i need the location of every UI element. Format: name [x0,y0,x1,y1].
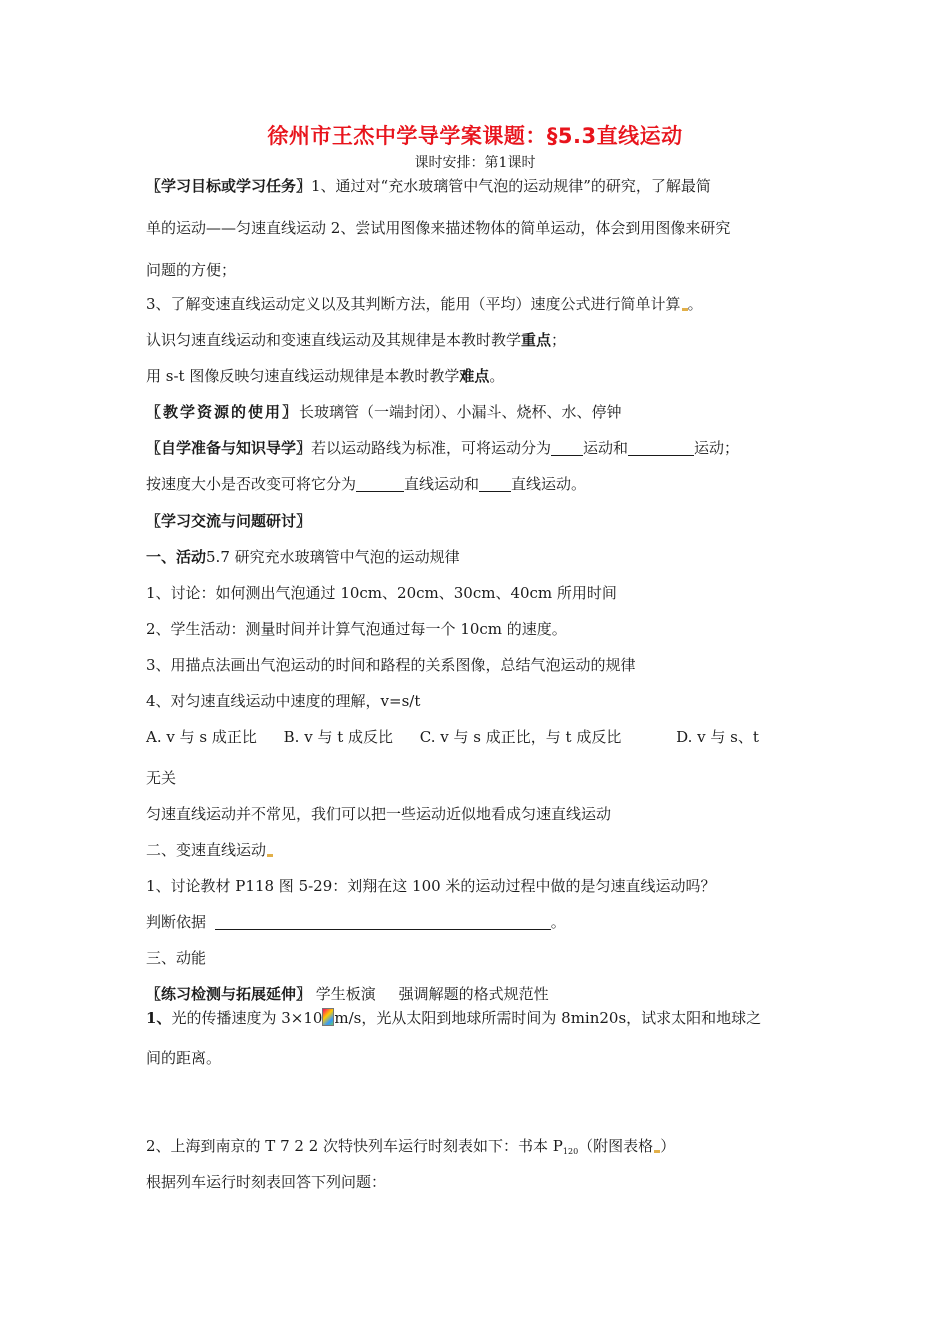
objectives-line-2: 单的运动——匀速直线运动 2、尝试用图像来描述物体的简单运动，体会到用图像来研究 [146,219,731,237]
activity-label: 一、活动 [146,548,207,566]
selfstudy-line-1 [146,438,739,458]
problem-1-number: 1、 [146,1009,172,1027]
option-c: C. v 与 s 成正比，与 t 成反比 [419,728,622,746]
question-3: 3、用描点法画出气泡运动的时间和路程的关系图像，总结气泡运动的规律 [146,656,636,674]
resources-text: 长玻璃管（一端封闭）、小漏斗、烧杯、水、停钟 [299,403,622,421]
question-4: 4、对匀速直线运动中速度的理解，v=s/t [146,692,421,710]
selfstudy-text-4: 按速度大小是否改变可将它分为 [146,475,357,493]
problem-1-line-1 [146,1008,761,1028]
blank-1[interactable] [551,441,583,456]
question-2: 2、学生活动：测量时间并计算气泡通过每一个 10cm 的速度。 [146,620,567,638]
options-line [146,727,759,747]
objectives-text-4-end: 。 [687,295,703,313]
resources-heading: 〖教学资源的使用〗 [146,403,300,421]
problem-2-text-a: 2、上海到南京的 T 7 2 2 次特快列车运行时刻表如下：书本 P [146,1137,563,1155]
blank-3[interactable] [356,477,404,492]
page-title: 徐州市王杰中学导学案课题：§5.3直线运动 [267,124,683,148]
judgement-end: 。 [550,913,566,931]
blank-2[interactable] [628,441,694,456]
exchange-heading: 〖学习交流与问题研讨〗 [146,512,312,530]
section-variable-motion [146,840,273,860]
selfstudy-text-5: 直线运动和 [404,475,480,493]
problem-2-line [146,1136,675,1162]
selfstudy-line-2 [146,474,586,494]
blank-4[interactable] [479,477,511,492]
difficult-point-end: 。 [489,367,505,385]
problem-2-text-b: （附图表格 [578,1137,654,1155]
problem-2-text-c: ） [660,1137,676,1155]
practice-heading: 〖练习检测与拓展延伸〗 [146,985,312,1003]
objectives-heading: 〖学习目标或学习任务〗 [146,177,312,195]
uniform-note: 匀速直线运动并不常见，我们可以把一些运动近似地看成匀速直线运动 [146,805,612,823]
judgement-line [146,912,566,932]
key-point-line [146,330,566,350]
selfstudy-text-6: 直线运动。 [511,475,587,493]
option-a: A. v 与 s 成正比 [146,728,257,746]
problem-1-line-2: 间的距离。 [146,1049,222,1067]
objectives-line-4 [146,294,703,314]
difficult-point-label: 难点 [459,367,490,385]
resources-line [146,402,622,422]
objectives-line-1 [146,176,711,196]
objectives-text-4: 3、了解变速直线运动定义以及其判断方法，能用（平均）速度公式进行简单计算 [146,295,681,313]
discussion-1: 1、讨论教材 P118 图 5-29：刘翔在这 100 米的运动过程中做的是匀速直线运动吗？ [146,877,716,895]
selfstudy-text-3: 运动； [694,439,740,457]
problem-1-text-b: m/s，光从太阳到地球所需时间为 8min20s，试求太阳和地球之 [334,1009,762,1027]
page-reference: 120 [562,1147,579,1156]
question-1: 1、讨论：如何测出气泡通过 10cm、20cm、30cm、40cm 所用时间 [146,584,617,602]
key-point-end: ； [551,331,567,349]
judgement-blank[interactable] [215,915,551,930]
section-variable-motion-label: 二、变速直线运动 [146,841,267,859]
practice-line [146,984,549,1004]
exponent-image-icon [322,1008,334,1026]
option-d-continued: 无关 [146,769,177,787]
edit-mark [267,854,273,857]
page-subtitle: 课时安排：第1课时 [414,155,536,171]
objectives-line-3: 问题的方便； [146,261,237,279]
difficult-point-line [146,366,504,386]
problem-1-text-a: 光的传播速度为 3×10 [171,1009,323,1027]
activity-line [146,547,460,567]
selfstudy-text-1: 若以运动路线为标准，可将运动分为 [311,439,552,457]
key-point-text: 认识匀速直线运动和变速直线运动及其规律是本教时教学 [146,331,522,349]
section-kinetic-energy: 三、动能 [146,949,207,967]
option-d: D. v 与 s、t [676,728,759,746]
judgement-label: 判断依据 [146,913,207,931]
practice-note-1: 学生板演 [315,985,376,1003]
option-b: B. v 与 t 成反比 [283,728,394,746]
problem-2-instruction: 根据列车运行时刻表回答下列问题： [146,1173,387,1191]
objectives-text-1: 1、通过对“充水玻璃管中气泡的运动规律”的研究，了解最简 [311,177,711,195]
key-point-label: 重点 [521,331,552,349]
activity-text: 5.7 研究充水玻璃管中气泡的运动规律 [206,548,460,566]
selfstudy-heading: 〖自学准备与知识导学〗 [146,439,312,457]
selfstudy-text-2: 运动和 [583,439,629,457]
difficult-point-text: 用 s-t 图像反映匀速直线运动规律是本教时教学 [146,367,460,385]
practice-note-2: 强调解题的格式规范性 [398,985,549,1003]
